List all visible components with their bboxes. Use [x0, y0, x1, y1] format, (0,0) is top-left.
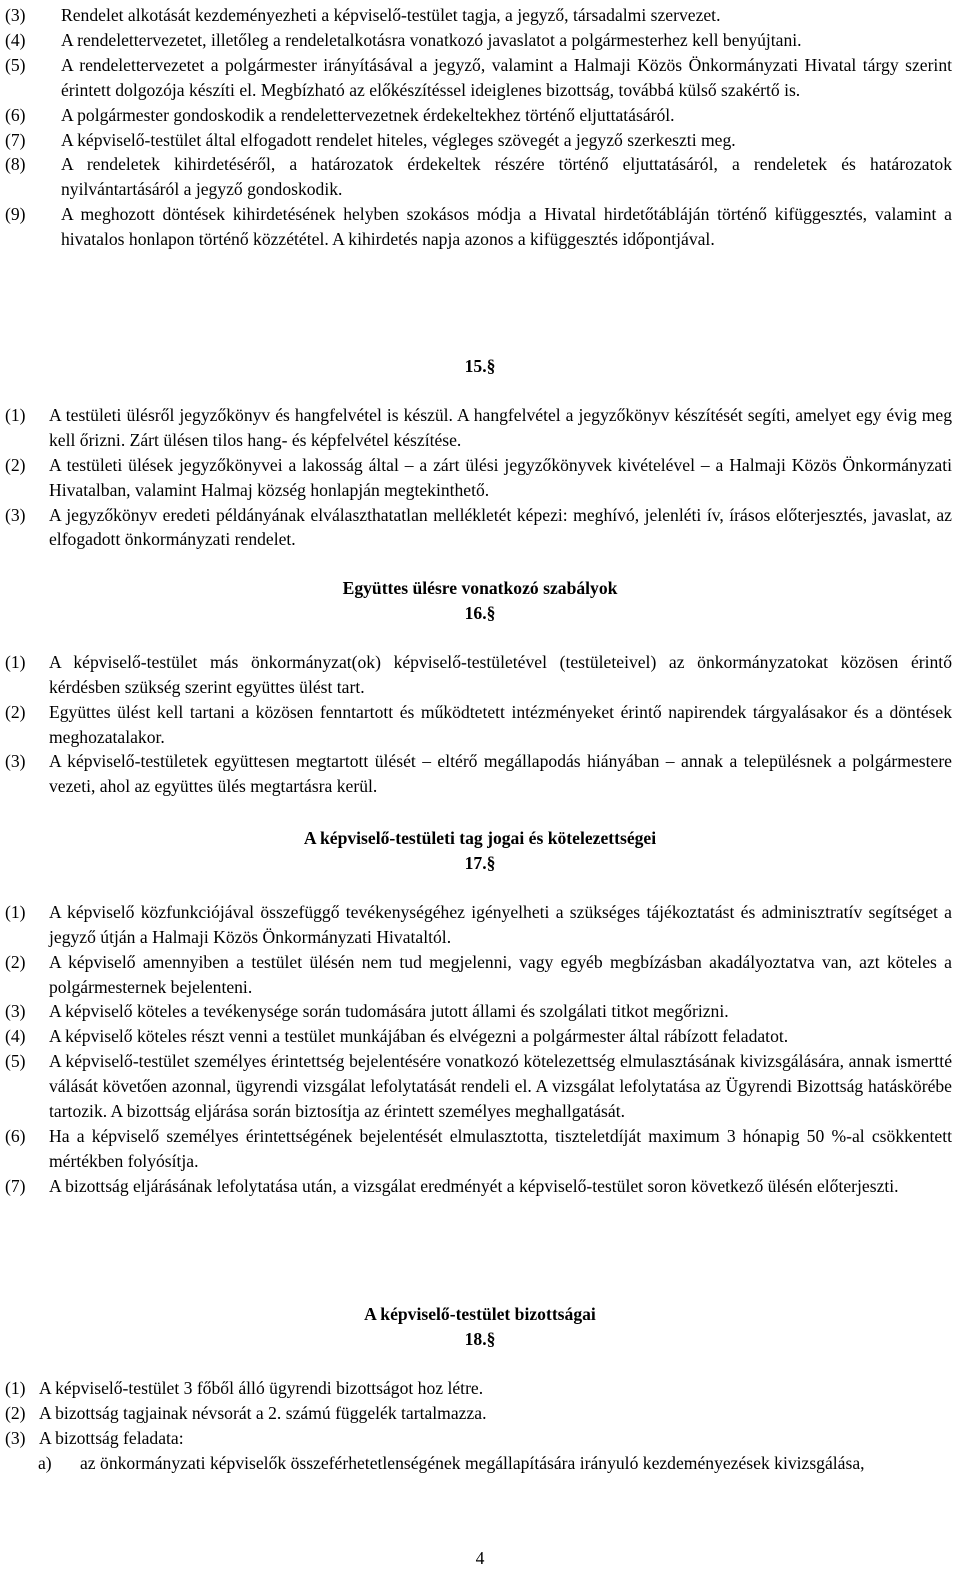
paragraph-item	[5, 1376, 960, 1401]
section-18	[0, 1302, 960, 1475]
paragraph-item	[5, 453, 960, 503]
paragraph-item	[5, 999, 960, 1024]
paragraph-text: A meghozott döntések kihirdetésének helyben szokásos módja a Hivatal hirdetőtábláján történő kifüggesztés, valamint a hivatalos honlapon történő közzététel. A kihirdetés napja azonos a kifüggesztés időpontjával.	[61, 204, 952, 250]
paragraph-item	[5, 1426, 960, 1451]
paragraph-text: A bizottság eljárásának lefolytatása után, a vizsgálat eredményét a képviselő-testület soron következő ülésén előterjeszti.	[49, 1175, 899, 1196]
paragraph-number: (9)	[5, 204, 26, 225]
paragraph-text: A képviselő-testület által elfogadott rendelet hiteles, végleges szövegét a jegyző szerkeszti meg.	[61, 129, 736, 150]
paragraph-item	[5, 1024, 960, 1049]
paragraph-item	[5, 1124, 960, 1174]
paragraph-item	[5, 1049, 960, 1124]
paragraph-number: (2)	[5, 454, 26, 475]
paragraph-number: (5)	[5, 1051, 26, 1072]
paragraph-text: A képviselő-testület személyes érintettség bejelentésére vonatkozó kötelezettség elmulasztásának kivizsgálására, annak ismertté válását követően azonnal, ügyrendi vizsgálat lefolytatását rendeli el. A vizsgálat lefolytatása az Ügyrendi Bizottság hatáskörébe tartozik. A bizottság eljárása során biztosítja az érintett személyes meghallgatását.	[49, 1051, 952, 1122]
paragraph-item	[5, 503, 960, 553]
paragraph-number: (8)	[5, 154, 26, 175]
paragraph-item	[5, 1401, 960, 1426]
section-title: A képviselő-testületi tag jogai és kötelezettségei	[303, 828, 657, 848]
paragraph-number: (2)	[5, 951, 26, 972]
paragraph-number: (7)	[5, 129, 26, 150]
sub-list-marker: a)	[38, 1452, 52, 1473]
paragraph-text: A képviselő-testület más önkormányzat(ok) képviselő-testületével (testületeivel) az önkormányzatokat közösen érintő kérdésben szükség szerint együttes ülést tart.	[49, 651, 952, 697]
paragraph-number: (4)	[5, 29, 26, 50]
paragraph-item	[5, 28, 960, 53]
paragraph-number: (4)	[5, 1026, 26, 1047]
paragraph-item	[5, 950, 960, 1000]
paragraph-text: Rendelet alkotását kezdeményezheti a képviselő-testület tagja, a jegyző, társadalmi szervezet.	[61, 5, 721, 25]
paragraph-number: (3)	[5, 5, 26, 25]
section-title: A képviselő-testület bizottságai	[364, 1304, 596, 1324]
paragraph-text: A képviselő-testület 3 főből álló ügyrendi bizottságot hoz létre.	[39, 1377, 484, 1398]
paragraph-text: Együttes ülést kell tartani a közösen fenntartott és működtetett intézményeket érintő napirendek tárgyalásakor és a döntések meghozatalakor.	[49, 701, 952, 747]
paragraph-number: (3)	[5, 751, 26, 772]
section-title: Együttes ülésre vonatkozó szabályok	[342, 578, 618, 598]
section-15	[0, 354, 960, 552]
section-number: 17.§	[464, 852, 496, 873]
paragraph-text: A bizottság feladata:	[39, 1427, 184, 1448]
paragraph-item	[5, 103, 960, 128]
paragraph-text: A testületi ülések jegyzőkönyvei a lakosság által – a zárt ülési jegyzőkönyvek kivételével – a Halmaji Közös Önkormányzati Hivatalban, valamint Halmaj község honlapján megtekinthető.	[49, 454, 952, 500]
paragraph-text: A képviselő köteles a tevékenysége során tudomására jutott állami és szolgálati titkot megőrizni.	[49, 1001, 729, 1022]
paragraph-number: (1)	[5, 651, 26, 672]
section-17	[0, 826, 960, 1199]
paragraph-number: (6)	[5, 1125, 26, 1146]
rendelet-paragraphs	[0, 3, 960, 252]
paragraph-item	[5, 700, 960, 750]
sub-list-item	[38, 1451, 960, 1476]
paragraph-item	[5, 128, 960, 153]
paragraph-item	[5, 650, 960, 700]
paragraph-item	[5, 53, 960, 103]
paragraph-text: A rendelettervezetet a polgármester irányításával a jegyző, valamint a Halmaji Közös Önkormányzati Hivatal tárgy szerint érintett dolgozója készíti el. Megbízható az előkészítéssel ideiglenes bizottság, továbbá külső szakértő is.	[61, 54, 952, 100]
paragraph-text: A képviselő közfunkciójával összefüggő tevékenységéhez igényelheti a szükséges tájékoztatást és adminisztratív segítséget a jegyző útján a Halmaji Közös Önkormányzati Hivataltól.	[49, 901, 952, 947]
paragraph-number: (3)	[5, 1001, 26, 1022]
paragraph-number: (2)	[5, 1402, 26, 1423]
section-number: 18.§	[464, 1328, 496, 1349]
sub-list-text: az önkormányzati képviselők összeférhetetlenségének megállapítására irányuló kezdeményezések kivizsgálása,	[80, 1452, 865, 1473]
section-number: 16.§	[464, 602, 496, 623]
paragraph-item	[5, 403, 960, 453]
paragraph-text: A rendeletek kihirdetéséről, a határozatok érdekeltek részére történő eljuttatásáról, a rendeletek és határozatok nyilvántartásáról a jegyző gondoskodik.	[61, 154, 952, 200]
paragraph-item	[5, 202, 960, 252]
paragraph-number: (1)	[5, 404, 26, 425]
paragraph-item	[5, 900, 960, 950]
paragraph-item	[5, 152, 960, 202]
paragraph-number: (2)	[5, 701, 26, 722]
paragraph-text: A polgármester gondoskodik a rendelettervezetnek érdekeltekhez történő eljuttatásáról.	[61, 104, 675, 125]
paragraph-number: (5)	[5, 54, 26, 75]
paragraph-number: (6)	[5, 104, 26, 125]
paragraph-text: Ha a képviselő személyes érintettségének bejelentését elmulasztotta, tiszteletdíját maximum 3 hónapig 50 %-al csökkentett mértékben folyósítja.	[49, 1125, 952, 1171]
paragraph-text: A testületi ülésről jegyzőkönyv és hangfelvétel is készül. A hangfelvétel a jegyzőkönyv készítését segíti, amelyet egy évig meg kell őrizni. Zárt ülésen tilos hang- és képfelvétel készítése.	[49, 404, 952, 450]
paragraph-number: (1)	[5, 1377, 26, 1398]
paragraph-number: (7)	[5, 1175, 26, 1196]
paragraph-text: A jegyzőkönyv eredeti példányának elválaszthatatlan mellékletét képezi: meghívó, jelenléti ív, írásos előterjesztés, javaslat, az elfogadott önkormányzati rendelet.	[49, 504, 952, 550]
paragraph-text: A képviselő köteles részt venni a testület munkájában és elvégezni a polgármester által rábízott feladatot.	[49, 1026, 789, 1047]
paragraph-number: (3)	[5, 1427, 26, 1448]
section-number: 15.§	[464, 356, 496, 376]
section-16	[0, 576, 960, 799]
paragraph-number: (1)	[5, 901, 26, 922]
paragraph-item	[5, 3, 960, 28]
paragraph-item	[5, 1174, 960, 1199]
paragraph-number: (3)	[5, 504, 26, 525]
paragraph-text: A bizottság tagjainak névsorát a 2. számú függelék tartalmazza.	[39, 1402, 487, 1423]
page-number: 4	[475, 1548, 485, 1568]
paragraph-item	[5, 749, 960, 799]
paragraph-text: A képviselő amennyiben a testület ülésén nem tud megjelenni, vagy egyéb megbízásban akadályoztatva van, azt köteles a polgármesternek bejelenteni.	[49, 951, 952, 997]
paragraph-text: A rendelettervezetet, illetőleg a rendeletalkotásra vonatkozó javaslatot a polgármesterhez kell benyújtani.	[61, 29, 802, 50]
paragraph-text: A képviselő-testületek együttesen megtartott ülését – eltérő megállapodás hiányában – annak a településnek a polgármestere vezeti, ahol az együttes ülés megtartásra kerül.	[49, 751, 952, 797]
